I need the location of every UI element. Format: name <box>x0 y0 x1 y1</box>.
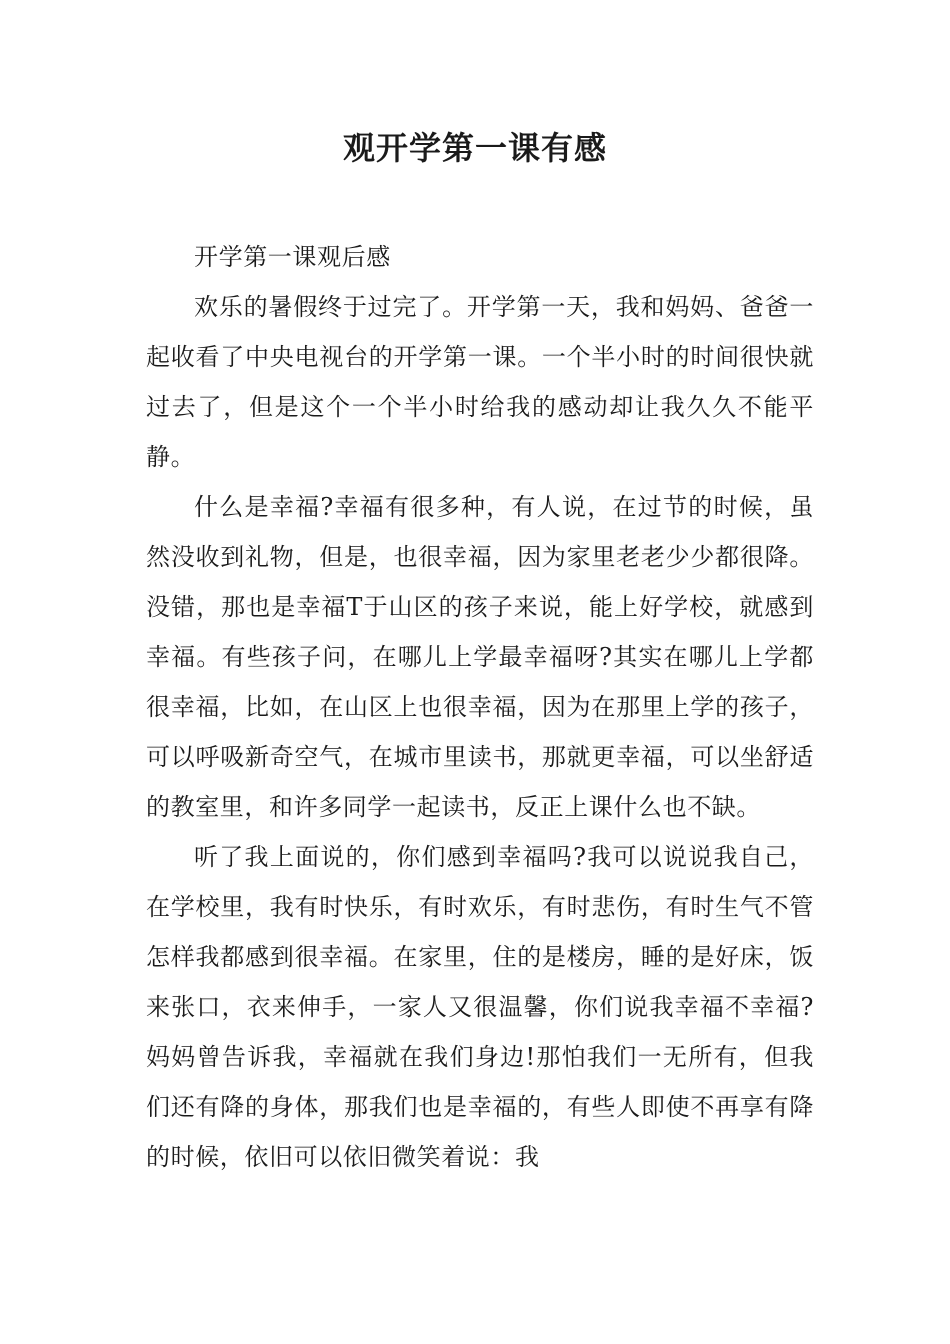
paragraph-subtitle: 开学第一课观后感 <box>194 243 391 271</box>
document-title: 观开学第一课有感 <box>342 129 607 167</box>
document-body <box>146 232 814 1182</box>
paragraph-1: 欢乐的暑假终于过完了。开学第一天，我和妈妈、爸爸一起收看了中央电视台的开学第一课。一个半小时的时间很快就过去了，但是这个一个半小时给我的感动却让我久久不能平静。 <box>146 293 814 471</box>
paragraph-3: 听了我上面说的，你们感到幸福吗?我可以说说我自己，在学校里，我有时快乐，有时欢乐，有时悲伤，有时生气不管怎样我都感到很幸福。在家里，住的是楼房，睡的是好床，饭来张口，衣来伸手，一家人又很温馨，你们说我幸福不幸福?妈妈曾告诉我，幸福就在我们身边!那怕我们一无所有，但我们还有降的身体，那我们也是幸福的，有些人即使不再享有降的时候，依旧可以依旧微笑着说：我 <box>146 843 814 1171</box>
paragraph-2: 什么是幸福?幸福有很多种，有人说，在过节的时候，虽然没收到礼物，但是，也很幸福，因为家里老老少少都很降。没错，那也是幸福T于山区的孩子来说，能上好学校，就感到幸福。有些孩子问，在哪儿上学最幸福呀?其实在哪儿上学都很幸福，比如，在山区上也很幸福，因为在那里上学的孩子，可以呼吸新奇空气，在城市里读书，那就更幸福，可以坐舒适的教室里，和许多同学一起读书，反正上课什么也不缺。 <box>146 493 814 821</box>
